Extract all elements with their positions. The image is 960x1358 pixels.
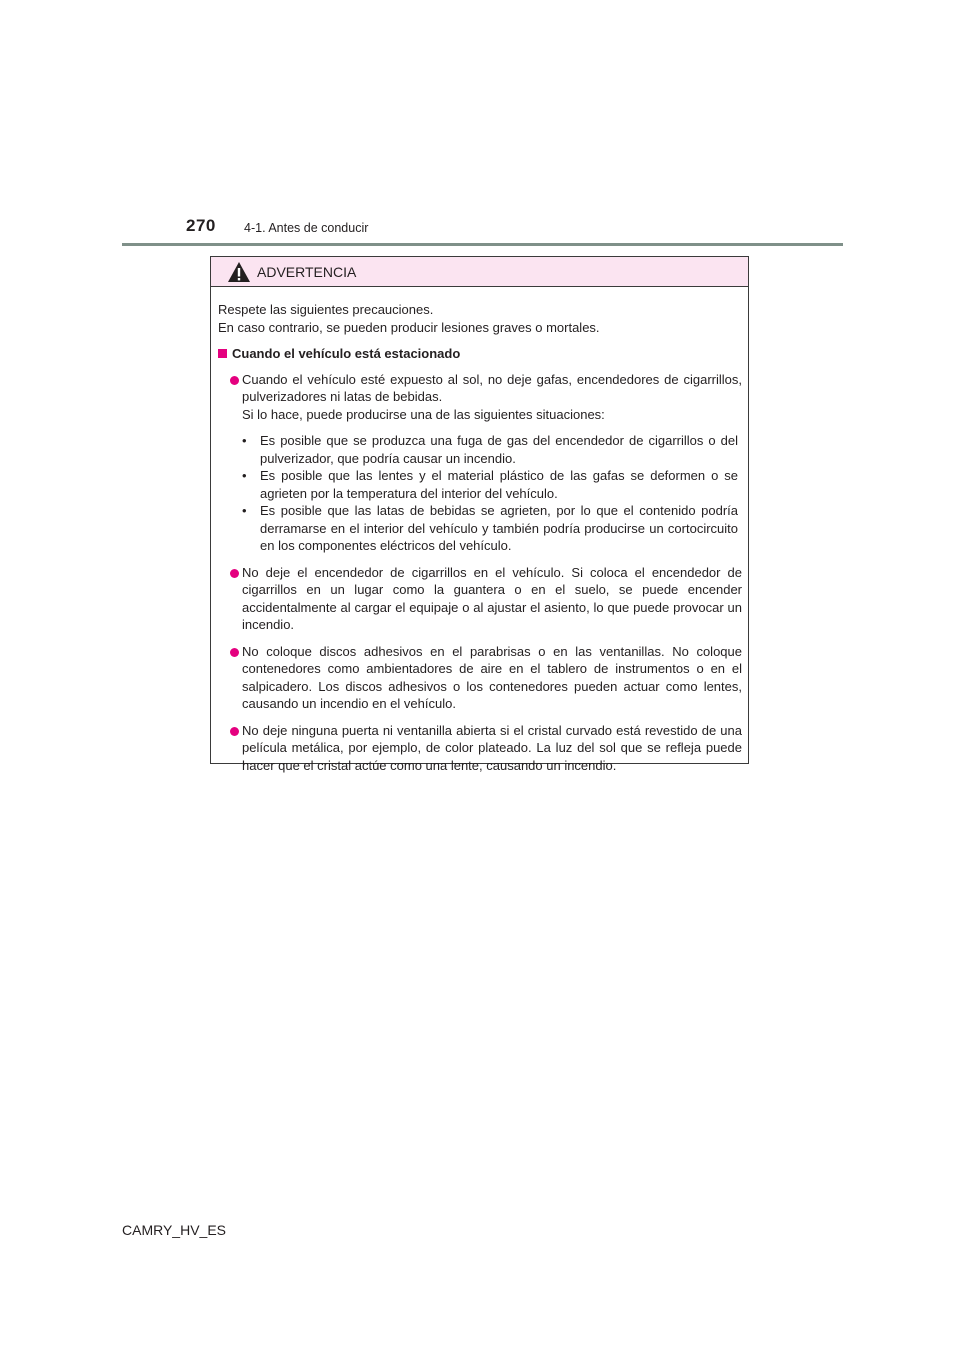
footer-code: CAMRY_HV_ES (122, 1222, 227, 1238)
list-item (218, 643, 742, 713)
warning-triangle-icon (227, 261, 251, 283)
warning-body (211, 287, 748, 774)
sub-item-text: Es posible que las lentes y el material plástico de las gafas se deformen o se agrieten por la temperatura del interior del vehículo. (260, 468, 738, 501)
circle-bullet-icon (230, 376, 239, 385)
bullet-text: No coloque discos adhesivos en el parabrisas o en las ventanillas. No coloque contenedores como ambientadores de aire en el tablero de instrumentos o en el salpicadero. Los discos adhesivos o los contenedores pueden actuar como lentes, causando un incendio en el vehículo. (242, 643, 742, 711)
sub-list (242, 432, 742, 555)
warning-intro (218, 301, 742, 336)
square-bullet-icon (218, 349, 227, 358)
warning-header (211, 257, 748, 287)
section-heading (218, 345, 742, 363)
dot-icon: • (242, 503, 247, 518)
sub-list-item (242, 467, 742, 502)
intro-line: En caso contrario, se pueden producir lesiones graves o mortales. (218, 319, 600, 335)
bullet-text: No deje el encendedor de cigarrillos en el vehículo. Si coloca el encendedor de cigarrillos en un lugar como la guantera o en el suelo, se puede encender accidentalmente al cargar el equipaje o al ajustar el asiento, lo que puede provocar un incendio. (242, 564, 742, 632)
bullet-text: No deje ninguna puerta ni ventanilla abierta si el cristal curvado está revestido de una película metálica, por ejemplo, de color plateado. La luz del sol que se refleja puede hacer que el cristal actúe como una lente, causando un incendio. (242, 722, 742, 773)
sub-item-text: Es posible que se produzca una fuga de gas del encendedor de cigarrillos o del pulverizador, que podría causar un incendio. (260, 433, 738, 466)
bullet-paragraph: Cuando el vehículo esté expuesto al sol, no deje gafas, encendedores de cigarrillos, pulverizadores ni latas de bebidas. (242, 371, 742, 404)
list-item (218, 722, 742, 775)
list-item (218, 371, 742, 555)
warning-title: ADVERTENCIA (257, 263, 357, 280)
bullet-text (242, 371, 742, 555)
circle-bullet-icon (230, 727, 239, 736)
warning-bullet-list (218, 371, 742, 775)
circle-bullet-icon (230, 569, 239, 578)
warning-box (210, 256, 749, 773)
bullet-paragraph: Si lo hace, puede producirse una de las siguientes situaciones: (242, 406, 605, 422)
intro-line: Respete las siguientes precauciones. (218, 302, 434, 317)
sub-list-item (242, 432, 742, 467)
sub-list-item (242, 502, 742, 555)
dot-icon: • (242, 433, 247, 448)
circle-bullet-icon (230, 648, 239, 657)
list-item (218, 564, 742, 634)
section-heading-text: Cuando el vehículo está estacionado (232, 346, 461, 361)
page-number: 270 (186, 216, 216, 235)
sub-item-text: Es posible que las latas de bebidas se agrieten, por lo que el contenido podría derramarse en el interior del vehículo y también podría producirse un cortocircuito en los componentes eléctricos del vehículo. (260, 503, 738, 553)
header-rule (122, 243, 843, 246)
section-title: 4-1. Antes de conducir (244, 221, 369, 235)
dot-icon: • (242, 468, 247, 483)
